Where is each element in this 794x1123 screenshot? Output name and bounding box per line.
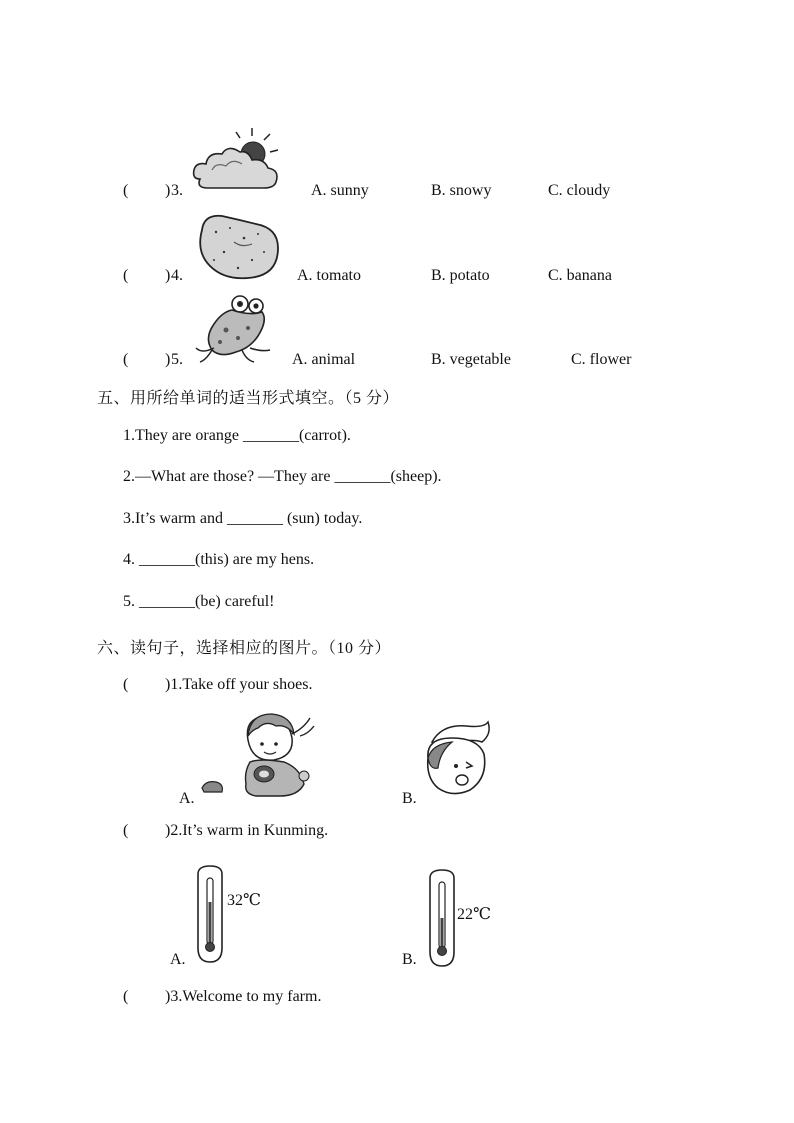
frog-icon [192, 290, 274, 368]
section-heading: 五、用所给单词的适当形式填空。（5 分） [97, 390, 400, 407]
option-a: A. sunny [311, 182, 369, 199]
boy-taking-off-shoes-icon [200, 710, 320, 802]
question-number: 3. [171, 182, 183, 199]
fill-blank-line-4[interactable]: 4. _______(this) are my hens. [123, 551, 315, 568]
option-b-label: B. [402, 951, 417, 968]
sun-behind-clouds-icon [190, 124, 282, 194]
question-text: )2.It’s warm in Kunming. [165, 822, 329, 839]
close-bracket: ) [165, 182, 171, 199]
close-bracket: ) [165, 267, 171, 284]
option-a-label: A. [179, 790, 195, 807]
boy-with-cap-icon [422, 718, 494, 802]
answer-bracket[interactable]: ( [123, 182, 129, 199]
option-b: B. potato [431, 267, 490, 284]
section-heading: 六、读句子，选择相应的图片。（10 分） [97, 640, 392, 657]
option-c: C. cloudy [548, 182, 611, 199]
fill-blank-line-5[interactable]: 5. _______(be) careful! [123, 593, 275, 610]
option-b: B. vegetable [431, 351, 511, 368]
question-text: )3.Welcome to my farm. [165, 988, 322, 1005]
question-number: 5. [171, 351, 183, 368]
question-number: 4. [171, 267, 183, 284]
option-a: A. tomato [297, 267, 361, 284]
answer-bracket[interactable]: ( [123, 822, 129, 839]
answer-bracket[interactable]: ( [123, 988, 129, 1005]
answer-bracket[interactable]: ( [123, 267, 129, 284]
option-b-label: B. [402, 790, 417, 807]
close-bracket: ) [165, 351, 171, 368]
fill-blank-line-3[interactable]: 3.It’s warm and _______ (sun) today. [123, 510, 363, 527]
option-a: A. animal [292, 351, 356, 368]
option-c: C. flower [571, 351, 632, 368]
option-a-label: A. [170, 951, 186, 968]
option-c: C. banana [548, 267, 612, 284]
thermometer-icon [428, 868, 456, 968]
temperature-label: 22℃ [457, 906, 491, 923]
fill-blank-line-2[interactable]: 2.—What are those? —They are _______(sheep). [123, 468, 442, 485]
fill-blank-line-1[interactable]: 1.They are orange _______(carrot). [123, 427, 351, 444]
answer-bracket[interactable]: ( [123, 676, 129, 693]
question-text: )1.Take off your shoes. [165, 676, 313, 693]
temperature-label: 32℃ [227, 892, 261, 909]
potato-icon [194, 210, 282, 282]
option-b: B. snowy [431, 182, 492, 199]
answer-bracket[interactable]: ( [123, 351, 129, 368]
thermometer-icon [196, 864, 224, 964]
